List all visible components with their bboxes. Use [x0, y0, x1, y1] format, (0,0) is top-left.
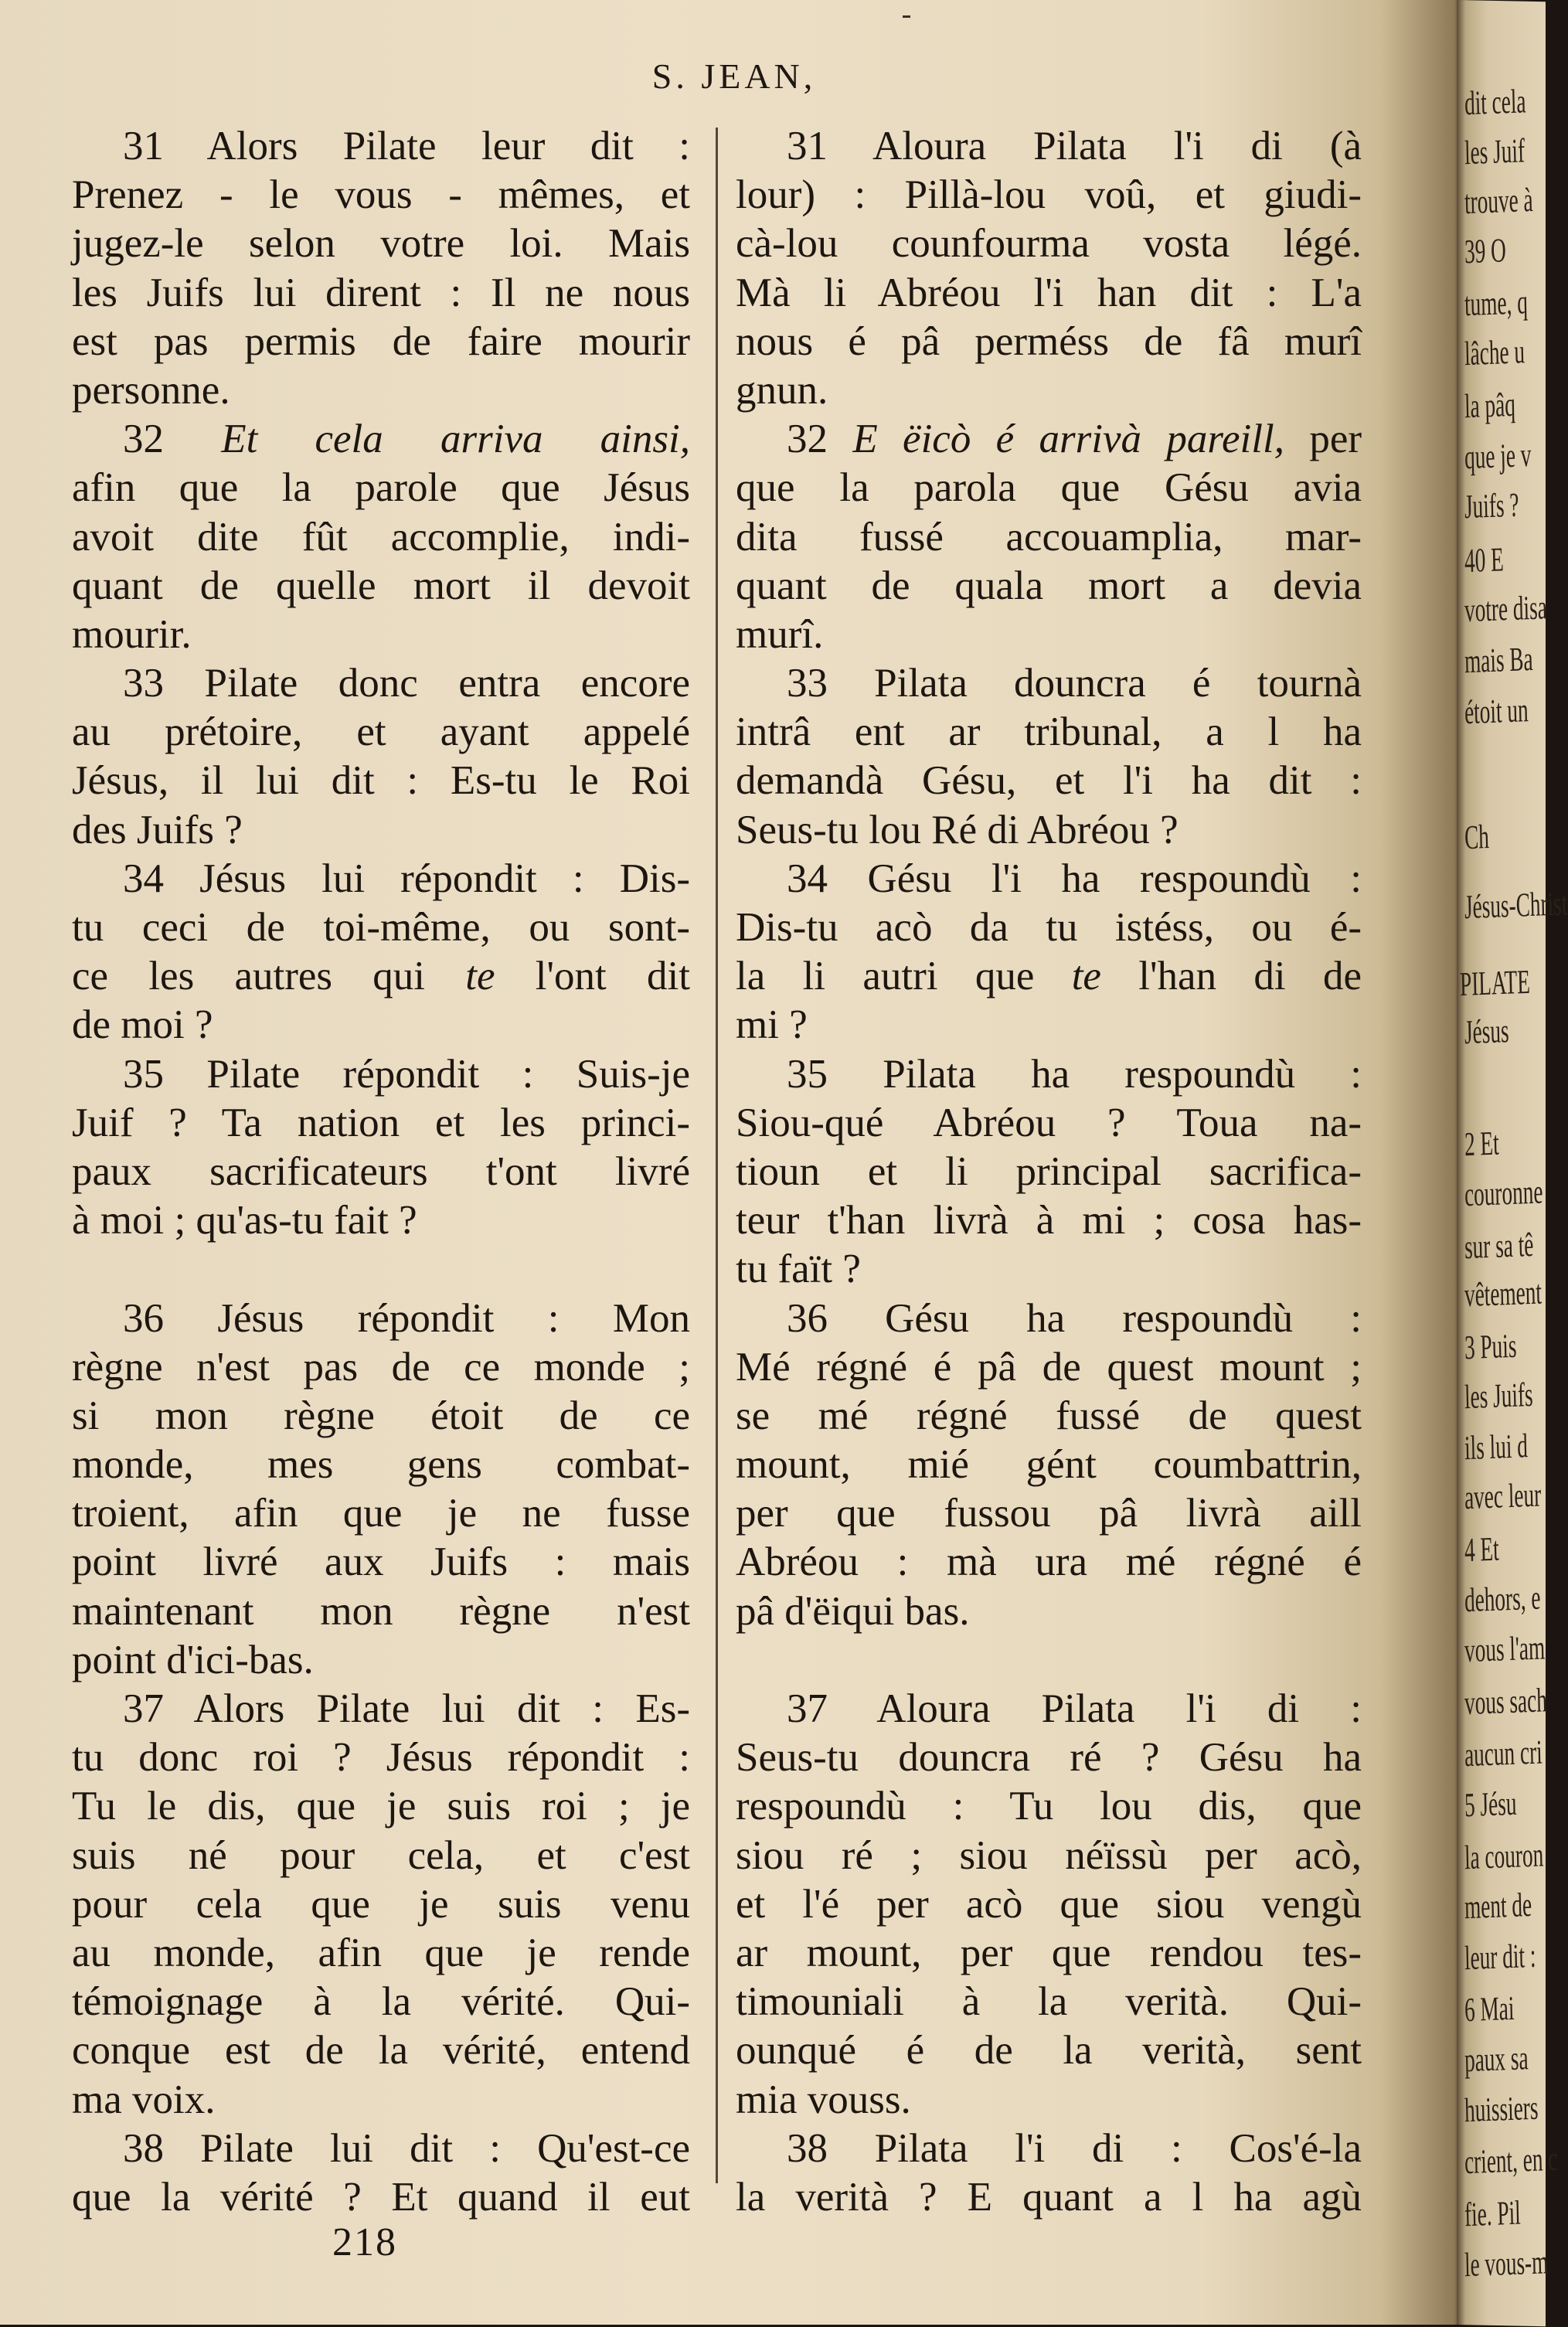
text-line: 34 Gésu l'i ha respoundù :	[787, 856, 1362, 901]
text-line: pâ d'ëiqui bas.	[736, 1588, 970, 1634]
adjacent-page-fragment: trouve à	[1464, 180, 1534, 222]
adjacent-page-fragment: vêtement	[1464, 1273, 1542, 1315]
text-line: 33 Pilate donc entra encore	[123, 661, 690, 706]
text-line: tioun et li principal sacrifica-	[736, 1148, 1362, 1194]
adjacent-page-fragment: crient, en c	[1464, 2139, 1558, 2182]
text-line: point d'ici-bas.	[72, 1637, 314, 1682]
text-line: Juif ? Ta nation et les princi-	[72, 1100, 690, 1145]
adjacent-page-fragment: 39 O	[1464, 231, 1507, 271]
text-run: ce les autres qui	[72, 954, 466, 999]
adjacent-page-fragment: paux sa	[1464, 2039, 1529, 2080]
text-line: règne n'est pas de ce monde ;	[72, 1344, 690, 1390]
adjacent-page-fragment: dehors, e	[1464, 1578, 1541, 1620]
adjacent-page-fragment: tume, q	[1464, 283, 1529, 324]
adjacent-page-fragment: le vous-m	[1464, 2243, 1549, 2284]
text-line: dita fussé accouamplia, mar-	[736, 514, 1362, 560]
adjacent-page-fragment: sur sa tê	[1464, 1225, 1534, 1267]
text-line: quant de quelle mort il devoit	[72, 563, 690, 608]
text-line: pour cela que je suis venu	[72, 1881, 690, 1927]
adjacent-page-fragment: que je v	[1464, 435, 1532, 477]
text-line: mourir.	[72, 611, 192, 657]
text-line: Abréou : mà ura mé régné é	[736, 1539, 1362, 1585]
adjacent-page-fragment: dit cela	[1464, 82, 1527, 123]
text-line: ounqué é de la verità, sent	[736, 2028, 1362, 2074]
adjacent-page-fragment: vous l'am	[1464, 1628, 1546, 1670]
text-run: 32	[787, 417, 853, 462]
text-line: 31 Alors Pilate leur dit :	[123, 124, 690, 168]
text-line: à moi ; qu'as-tu fait ?	[72, 1198, 417, 1243]
text-line: 38 Pilata l'i di : Cos'é-la	[787, 2125, 1362, 2171]
text-line: tu ceci de toi-même, ou sont-	[72, 905, 690, 950]
text-line: murî.	[736, 611, 824, 657]
text-line: ma voix.	[72, 2077, 216, 2122]
adjacent-page-fragment: ils lui d	[1464, 1427, 1529, 1468]
text-line: cà-lou counfourma vosta légé.	[736, 221, 1362, 267]
text-line: troient, afin que je ne fusse	[72, 1491, 690, 1536]
text-line: tu donc roi ? Jésus répondit :	[72, 1735, 690, 1781]
text-line: timouniali à la verità. Qui-	[736, 1979, 1362, 2025]
text-line: jugez-le selon votre loi. Mais	[72, 221, 690, 267]
adjacent-page-fragment: couronne	[1464, 1172, 1543, 1214]
text-line: 37 Alors Pilate lui dit : Es-	[123, 1686, 690, 1731]
adjacent-page-fragment: votre disa	[1464, 588, 1548, 630]
adjacent-page-fragment: fie. Pil	[1464, 2193, 1522, 2234]
text-line: ar mount, per que rendou tes-	[736, 1930, 1362, 1975]
text-line: per que fussou pâ livrà aill	[736, 1491, 1362, 1536]
adjacent-page-fragment: vous sach	[1464, 1681, 1548, 1723]
adjacent-page-fragment: aucun cri	[1464, 1733, 1543, 1774]
column-divider	[716, 128, 718, 2183]
running-head: S. JEAN,	[651, 56, 817, 96]
text-line: se mé régné fussé de quest	[736, 1393, 1362, 1438]
text-line: Prenez - le vous - mêmes, et	[72, 172, 690, 218]
adjacent-page-fragment: 40 E	[1464, 540, 1505, 580]
text-line: personne.	[72, 367, 230, 413]
text-line: 36 Jésus répondit : Mon	[123, 1295, 690, 1341]
adjacent-page-fragment: avec leur	[1464, 1475, 1542, 1517]
text-line: afin que la parole que Jésus	[72, 465, 690, 511]
text-line: monde, mes gens combat-	[72, 1442, 690, 1488]
text-line	[72, 952, 690, 1001]
adjacent-page-fragment: ment de	[1464, 1885, 1532, 1927]
adjacent-page-fragment: étoit un	[1464, 691, 1529, 732]
text-line: 35 Pilate répondit : Suis-je	[123, 1051, 690, 1097]
text-line: intrâ ent ar tribunal, a l ha	[736, 709, 1362, 755]
text-run: la li autri que	[736, 954, 1072, 999]
adjacent-page-fragment: 6 Mai	[1464, 1988, 1515, 2029]
text-line: 38 Pilate lui dit : Qu'est-ce	[123, 2125, 690, 2171]
text-line: témoignage à la vérité. Qui-	[72, 1979, 690, 2025]
italic-phrase: E ëicò é arrivà pareill,	[852, 417, 1284, 462]
adjacent-page-fragment: 4 Et	[1464, 1529, 1500, 1570]
text-run: 32	[123, 417, 222, 462]
french-column	[72, 122, 690, 2222]
text-line: suis né pour cela, et c'est	[72, 1832, 690, 1878]
text-line: siou ré ; siou néïssù per acò,	[736, 1832, 1362, 1878]
adjacent-page-fragment: 5 Jésu	[1464, 1784, 1517, 1825]
print-mark	[903, 15, 910, 18]
italic-phrase: te	[1071, 954, 1101, 999]
italic-phrase: te	[465, 954, 495, 999]
text-line	[736, 415, 1362, 464]
text-line: 35 Pilata ha respoundù :	[787, 1051, 1362, 1097]
text-line: est pas permis de faire mourir	[72, 318, 690, 364]
adjacent-page-fragment: 2 Et	[1464, 1124, 1500, 1164]
adjacent-page-fragment: leur dit :	[1464, 1936, 1536, 1978]
text-line: mi ?	[736, 1002, 808, 1048]
adjacent-page-edge	[1457, 0, 1568, 2326]
adjacent-page-fragment: Juifs ?	[1464, 485, 1519, 526]
verse-gap	[72, 1245, 690, 1294]
adjacent-page-fragment: la pâq	[1464, 385, 1516, 426]
adjacent-page-fragment: les Juifs	[1464, 1375, 1534, 1417]
text-line: 34 Jésus lui répondit : Dis-	[123, 856, 690, 901]
text-line: Jésus, il lui dit : Es-tu le Roi	[72, 758, 690, 804]
text-line: de moi ?	[72, 1002, 213, 1048]
text-line: teur t'han livrà à mi ; cosa has-	[736, 1198, 1362, 1243]
italic-phrase: Et cela arriva ainsi,	[221, 417, 690, 462]
adjacent-page-fragment: Jésus-Christ	[1464, 884, 1568, 927]
text-line: Dis-tu acò da tu istéss, ou é-	[736, 905, 1362, 950]
text-line: point livré aux Juifs : mais	[72, 1539, 690, 1585]
text-line: demandà Gésu, et l'i ha dit :	[736, 758, 1362, 804]
text-line: maintenant mon règne n'est	[72, 1588, 690, 1634]
text-line: Mé régné é pâ de quest mount ;	[736, 1344, 1362, 1390]
text-line: 37 Aloura Pilata l'i di :	[787, 1686, 1362, 1731]
adjacent-page-fragment: Jésus	[1464, 1012, 1510, 1052]
text-line: nous é pâ perméss de fâ murî	[736, 318, 1362, 364]
text-line: paux sacrificateurs t'ont livré	[72, 1148, 690, 1194]
text-line: Seus-tu lou Ré di Abréou ?	[736, 807, 1179, 852]
adjacent-page-fragment: les Juif	[1464, 131, 1525, 172]
text-line: 31 Aloura Pilata l'i di (à	[787, 124, 1362, 168]
text-line: Siou-qué Abréou ? Toua na-	[736, 1100, 1362, 1145]
nicard-column	[736, 122, 1362, 2222]
text-line: mia vouss.	[736, 2077, 911, 2122]
text-line: lour) : Pillà-lou voû, et giudi-	[736, 172, 1362, 218]
text-run: l'han di de	[1100, 954, 1362, 999]
text-line: tu faït ?	[736, 1247, 861, 1292]
adjacent-page-fragment: Ch	[1464, 818, 1490, 857]
verse-gap	[736, 1636, 1362, 1685]
text-line: 33 Pilata douncra é tournà	[787, 661, 1362, 706]
adjacent-page-fragment: mais Ba	[1464, 639, 1534, 681]
text-line: conque est de la vérité, entend	[72, 2028, 690, 2074]
text-line: si mon règne étoit de ce	[72, 1393, 690, 1438]
text-run: per	[1284, 417, 1362, 462]
page-number: 218	[332, 2220, 397, 2264]
adjacent-page-fragment: PILATE	[1459, 962, 1531, 1004]
text-line: les Juifs lui dirent : Il ne nous	[72, 270, 690, 315]
text-line: au prétoire, et ayant appelé	[72, 709, 690, 755]
text-line: quant de quala mort a devia	[736, 563, 1362, 608]
text-line: des Juifs ?	[72, 807, 243, 852]
text-line: au monde, afin que je rende	[72, 1930, 690, 1975]
text-line: gnun.	[736, 367, 828, 413]
text-line: et l'é per acò que siou vengù	[736, 1881, 1362, 1927]
text-line: Mà li Abréou l'i han dit : L'a	[736, 270, 1362, 315]
text-line: Tu le dis, que je suis roi ; je	[72, 1784, 690, 1829]
text-line: que la vérité ? Et quand il eut	[72, 2174, 690, 2220]
adjacent-page-fragment: huissiers	[1464, 2088, 1539, 2130]
text-line: que la parola que Gésu avia	[736, 465, 1362, 511]
text-run: l'ont dit	[495, 954, 690, 999]
adjacent-page-fragment: 3 Puis	[1464, 1326, 1517, 1367]
text-line: la verità ? E quant a l ha agù	[736, 2174, 1362, 2220]
text-line: respoundù : Tu lou dis, que	[736, 1784, 1362, 1829]
text-line: 36 Gésu ha respoundù :	[787, 1295, 1362, 1341]
text-line: mount, mié gént coumbattrin,	[736, 1442, 1362, 1488]
adjacent-page-fragment: la couron	[1464, 1835, 1544, 1877]
text-line: Seus-tu douncra ré ? Gésu ha	[736, 1735, 1362, 1781]
adjacent-page-fragment: lâche u	[1464, 332, 1525, 373]
text-line	[736, 952, 1362, 1001]
text-line	[72, 415, 690, 464]
text-line: avoit dite fût accomplie, indi-	[72, 514, 690, 560]
